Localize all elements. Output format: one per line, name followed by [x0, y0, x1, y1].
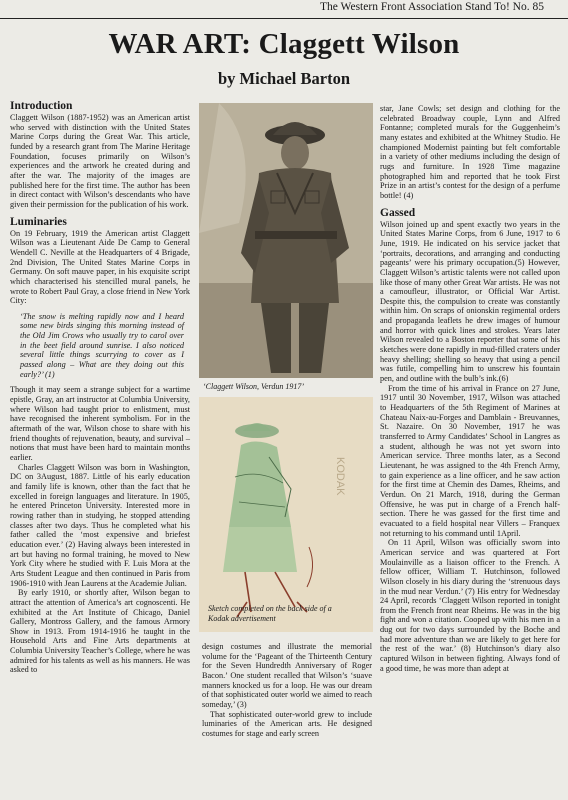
paragraph-stage-design: star, Jane Cowls; set design and clothing for the celebrated Broadway couple, Lynn and Alfred Fontanne; completed murals for the Guggenheim’s many estates and exhibited at the Whitney Studio. He championed Modernist painting but felt comfortable in a variety of other mediums including the design of rugs and furniture. In 1928 Time magazine photographed him and reported that he took First Prize in an artist’s contest for the design of a perfume bottle! (4) [380, 104, 560, 200]
paragraph-luminaries: That sophisticated outer-world grew to include luminaries of the American arts. He designed costumes for stage and early screen [202, 709, 372, 738]
sketch-caption: Sketch completed on the back side of a Kodak advertisement [208, 604, 332, 623]
running-header [0, 0, 568, 19]
paragraph-enlistment: Wilson joined up and spent exactly two years in the United States Marine Corps, from 6 June, 1917 to 6 June, 1919. He indicated on his service jacket that ‘portraits, decorations, and arranging and conducting pageants’ were his primary occupation.(5) However, Claggett Wilson’s artistic talents were not called upon like those of many other Great War artists. He was not a camoufleur, illustrator, or Official War Artist. Despite this, the compulsion to create was constantly within him. On scraps of onionskin regimental orders and propaganda leaflets he drew images of humour and horror with quick lines and strokes. Years later Wilson revealed to a Boston reporter that some of his sketches were done rapidly in mud-filled craters under heavy shelling; shelling so heavy that using a pencil was futile, compelling him to unscrew his fountain pen, and outline with the bulb’s ink.(6) [380, 219, 560, 384]
right-column [380, 104, 560, 673]
portrait-caption: ‘Claggett Wilson, Verdun 1917’ [203, 382, 305, 391]
soldier-portrait-illustration [199, 103, 373, 378]
paragraph-france: From the time of his arrival in France on 27 June, 1917 until 30 November, 1917, Wilson was attached to Headquarters of the 5th Regiment of Marines at Chateau Naix-au-Forges and Damblain - Breuvannes, St. Nazaire. On 30 November, 1917 he was transferred to Army Candidates’ School in Langres as a student, although he was not yet sworn into American service. Three months later, as a Second Lieutenant, he was assigned to the 4th French Army, to gain experience as a line officer, and he saw action for the first time at Chemin des Dames, Rheims, and Verdun. On 21 March, 1918, during the German Offensive, he was put in charge of a French half-section. There he was gassed for the first time and evacuated to a field hospital near Villers – Franquex not returning to his command until 1April. [380, 383, 560, 538]
paragraph-costumes: design costumes and illustrate the memorial volume for the ‘Pageant of the Thirteenth Century for the Seven Hundredth Anniversary of Roger Bacon.’ One student recalled that Wilson’s ‘suave manners knocked us for a loop. He was our dream of that sophisticated outer world we aimed to reach someday,’ (3) [202, 642, 372, 709]
soldier-sketch-illustration [199, 397, 373, 632]
luminaries-heading: Luminaries [10, 215, 67, 228]
header-text: The Western Front Association Stand To! No. 85 [320, 1, 544, 13]
intro-heading: Introduction [10, 100, 73, 112]
byline: by Michael Barton [218, 69, 350, 88]
paragraph-early-career: By early 1910, or shortly after, Wilson began to attract the attention of America’s art cognoscenti. He exhibited at the Art Institute of Chicago, Daniel Gallery, Montross Gallery, and the famous Armory Show in 1913. From 1914-1916 he taught in the Household Arts and Fine Arts departments at Columbia University Teacher’s College, where he was admired for his talents as well as his manners. He was asked to [10, 588, 190, 675]
left-column [10, 100, 190, 675]
sketch-image [199, 397, 373, 632]
article-title: WAR ART: Claggett Wilson [108, 28, 460, 60]
letter-quote: ‘The snow is melting rapidly now and I heard some new birds singing this morning instead of the Old Jim Crows who usually try to carol over in the beet field around sunrise. I also noticed several little things scurrying to cover as I passed along – What are they doing out this early?’ (1) [20, 311, 184, 379]
intro-paragraph: Claggett Wilson (1887-1952) was an American artist who served with distinction with the United States Marine Corps during the Great War. This article, funded by a research grant from The Marine Heritage Foundation, focuses primarily on Wilson’s experiences and the artwork he created during and after the war. The majority of the images are published here for the first time. The author has been in direct contact with Wilson’s descendants who have given their permission for the publication of his work. [10, 113, 190, 209]
kodak-watermark: KODAK [334, 457, 346, 496]
middle-column [202, 642, 372, 739]
gassed-heading: Gassed [380, 206, 416, 219]
paragraph-april: On 11 April, Wilson was officially sworn into American service and was quartered at Fort Moulainville as a liaison officer to the French. A fellow officer, William T. Hutchinson, followed Wilson closely in his diary during the ‘strenuous days in the mud near Verdun.’ (7) His entry for Wednesday 24 April, records ‘Claggett Wilson reported in tonight from the French front near Rheims. He was in the big fight and won a citation. Cooped up with his men in a dug out for two days surrounded by the Boche and had more adventure than we are likely to get here for the rest of the war.’ (8) Hutchinson’s diary also captured Wilson in between fighting. Always fond of a good time, he was more than adept at [380, 538, 560, 673]
portrait-photo [199, 103, 373, 378]
paragraph-birth: Charles Claggett Wilson was born in Washington, DC on 3August, 1887. Little of his early education and family life is known, other than the fact that he excelled in foreign languages and literature. In 1905, he entered Princeton University. Interested more in rowing rather than in studying, he stopped attending classes after two days. Thus he completed what his father called the ‘most expensive and briefest education ever.’ (2) Having always been interested in art but having no formal training, he moved to New York City where he studied with F. Luis Mora at the Arts Student League and then continued in Paris from 1906-1910 with Jean Laurens at the Academie Julian. [10, 462, 190, 588]
luminaries-paragraph: On 19 February, 1919 the American artist Claggett Wilson was a Lieutenant Aide De Camp to General Wendell C. Neville at the Headquarters of 4 Brigade, 2nd Division, The United States Marine Corps in Germany. On soft mauve paper, in his exquisite script which characterised his stencilled mural panels, he wrote to Robert Paul Gray, a close friend in New York City: [10, 228, 190, 306]
paragraph-gray: Though it may seem a strange subject for a wartime epistle, Gray, an art instructor at Columbia University, where Wilson had taught prior to enlistment, must have recognised the inherent symbolism. For in the aftermath of the war, Wilson chose to share with his friend thoughts of rejuvenation, beauty, and survival – notions that must have been hard to maintain months earlier. [10, 385, 190, 462]
